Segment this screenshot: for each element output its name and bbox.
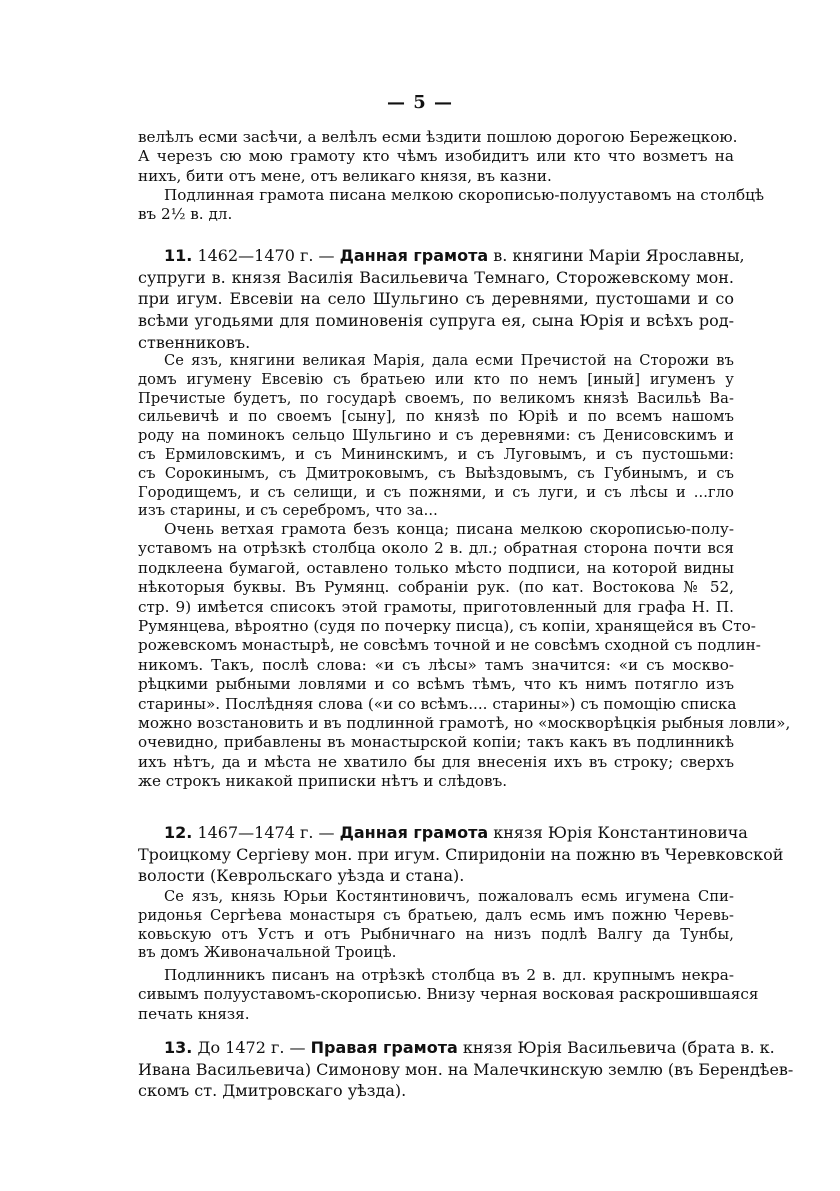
note-line: нѣкоторыя буквы. Въ Румянц. собраніи рук. (по кат. Востокова № 52, xyxy=(138,578,734,597)
entry-13-header xyxy=(138,1037,794,1102)
entry-date: До 1472 г. — xyxy=(197,1038,306,1057)
note-line: старины». Послѣдняя слова («и со всѣмъ.... старины») съ помощію списка xyxy=(138,694,737,713)
entry-number: 12. xyxy=(164,823,193,842)
title-line: князя Юрія Васильевича (брата в. к. xyxy=(462,1038,775,1057)
title-line: Троицкому Сергіеву мон. при игум. Спиридоніи на пожню въ Черевковской xyxy=(138,844,784,864)
title-line: ственниковъ. xyxy=(138,332,251,352)
note-line: Румянцева, вѣроятно (судя по почерку писца), съ копіи, хранящейся въ Сто- xyxy=(138,616,756,635)
intro-text xyxy=(138,128,738,186)
title-line: всѣми угодьями для поминовенія супруга ея, сына Юрія и всѣхъ род- xyxy=(138,311,734,331)
title-line: Ивана Васильевича) Симонову мон. на Малечкинскую землю (въ Берендѣев- xyxy=(138,1059,794,1079)
entry-date: 1467—1474 г. — xyxy=(197,823,335,842)
title-line: в. княгини Маріи Ярославны, xyxy=(493,246,745,265)
entry-kind: Данная грамота xyxy=(339,246,489,265)
text-line: Се язъ, княгини великая Марія, дала есми Пречистой на Сторожи въ xyxy=(164,352,734,369)
entry-number: 11. xyxy=(164,246,193,265)
text-line: нихъ, бити отъ мене, отъ великаго князя, въ казни. xyxy=(138,166,552,185)
note-line: подклеена бумагой, оставлено только мѣсто подписи, на которой видны xyxy=(138,558,734,577)
text-line: Се язъ, князь Юрьи Костянтиновичъ, пожаловалъ есмь игумена Спи- xyxy=(164,888,734,905)
entry-heading xyxy=(138,245,745,267)
entry-kind: Данная грамота xyxy=(339,823,489,842)
note-line: ихъ нѣтъ, да и мѣста не хватило бы для внесенія ихъ въ строку; сверхъ xyxy=(138,752,734,771)
text-line: велѣлъ есми засѣчи, а велѣлъ есми ѣздити пошлою дорогою Бережецкою. xyxy=(138,128,738,146)
entry-heading xyxy=(138,822,748,844)
text-line: Пречистые будетъ, по государѣ своемъ, по великомъ князѣ Васильѣ Ва- xyxy=(138,389,734,407)
text-line: съ Ермиловскимъ, и съ Мининскимъ, и съ Луговымъ, и съ пустошьми: xyxy=(138,445,734,463)
text-line: сильевичѣ и по своемъ [сыну], по князѣ по Юріѣ и по всемъ нашомъ xyxy=(138,408,734,426)
note-line: Подлинникъ писанъ на отрѣзкѣ столбца въ 2 в. дл. крупнымъ некра- xyxy=(164,966,734,984)
text-line: А черезъ сю мою грамоту кто чѣмъ изобидитъ или кто что возметъ на xyxy=(138,147,734,166)
note-line: сивымъ полууставомъ-скорописью. Внизу черная восковая раскрошившаяся xyxy=(138,985,759,1004)
text-line: роду на поминокъ сельцо Шульгино и съ деревнями: съ Денисовскимъ и xyxy=(138,427,734,445)
note-line: печать князя. xyxy=(138,1004,250,1023)
note-line: никомъ. Такъ, послѣ слова: «и съ лѣсы» тамъ значится: «и съ москво- xyxy=(138,655,734,674)
title-line: супруги в. князя Василія Васильевича Темнаго, Сторожевскому мон. xyxy=(138,267,734,287)
text-line: изъ старины, и съ серебромъ, что за... xyxy=(138,502,438,520)
title-line: волости (Кеврольскаго уѣзда и стана). xyxy=(138,866,465,886)
text-line: Городищемъ, и съ селищи, и съ пожнями, и съ луги, и съ лѣсы и ...гло xyxy=(138,483,734,501)
entry-12-text xyxy=(138,888,734,963)
entry-heading xyxy=(138,1037,775,1059)
text-line: въ домъ Живоначальной Троицѣ. xyxy=(138,944,397,962)
page-number: — 5 — xyxy=(386,92,454,113)
note-line: рѣцкими рыбными ловлями и со всѣмъ тѣмъ, что къ нимъ потягло изъ xyxy=(138,675,734,694)
entry-date: 1462—1470 г. — xyxy=(197,246,335,265)
note-line: можно возстановить и въ подлинной грамотѣ, но «москворѣцкія рыбныя ловли», xyxy=(138,713,791,732)
note-line: рожевскомъ монастырѣ, не совсѣмъ точной и не совсѣмъ сходной съ подлин- xyxy=(138,636,761,655)
note-line: въ 2½ в. дл. xyxy=(138,205,233,224)
note-line: очевидно, прибавлены въ монастырской копіи; такъ какъ въ подлинникѣ xyxy=(138,733,734,752)
title-line: князя Юрія Константиновича xyxy=(493,823,748,842)
entry-12-header xyxy=(138,822,784,887)
text-line: ридонья Сергѣева монастыря съ братьею, далъ есмь имъ пожню Черевь- xyxy=(138,906,734,924)
title-line: при игум. Евсевіи на село Шульгино съ деревнями, пустошами и со xyxy=(138,289,734,309)
entry-11-text xyxy=(138,352,734,521)
note-line: Очень ветхая грамота безъ конца; писана мелкою скорописью-полу- xyxy=(164,520,734,538)
entry-11-header xyxy=(138,245,745,353)
note-line: уставомъ на отрѣзкѣ столбца около 2 в. дл.; обратная сторона почти вся xyxy=(138,539,734,558)
note-line: стр. 9) имѣется списокъ этой грамоты, приготовленный для графа Н. П. xyxy=(138,597,734,616)
note-line: Подлинная грамота писана мелкою скорописью-полууставомъ на столбцѣ xyxy=(164,186,765,204)
entry-12-note xyxy=(138,966,759,1024)
text-line: съ Сорокинымъ, съ Дмитроковымъ, съ Выѣздовымъ, съ Губинымъ, и съ xyxy=(138,464,734,482)
note-line: же строкъ никакой приписки нѣтъ и слѣдовъ. xyxy=(138,772,508,791)
text-line: ковьскую отъ Устъ и отъ Рыбничнаго на низъ подлѣ Валгу да Тунбы, xyxy=(138,925,734,943)
entry-11-note xyxy=(138,520,791,791)
text-line: домъ игумену Евсевію съ братьею или кто по немъ [иный] игуменъ у xyxy=(138,370,734,388)
title-line: скомъ ст. Дмитровскаго уѣзда). xyxy=(138,1081,407,1101)
intro-note xyxy=(138,186,765,225)
entry-kind: Правая грамота xyxy=(310,1038,458,1057)
entry-number: 13. xyxy=(164,1038,193,1057)
